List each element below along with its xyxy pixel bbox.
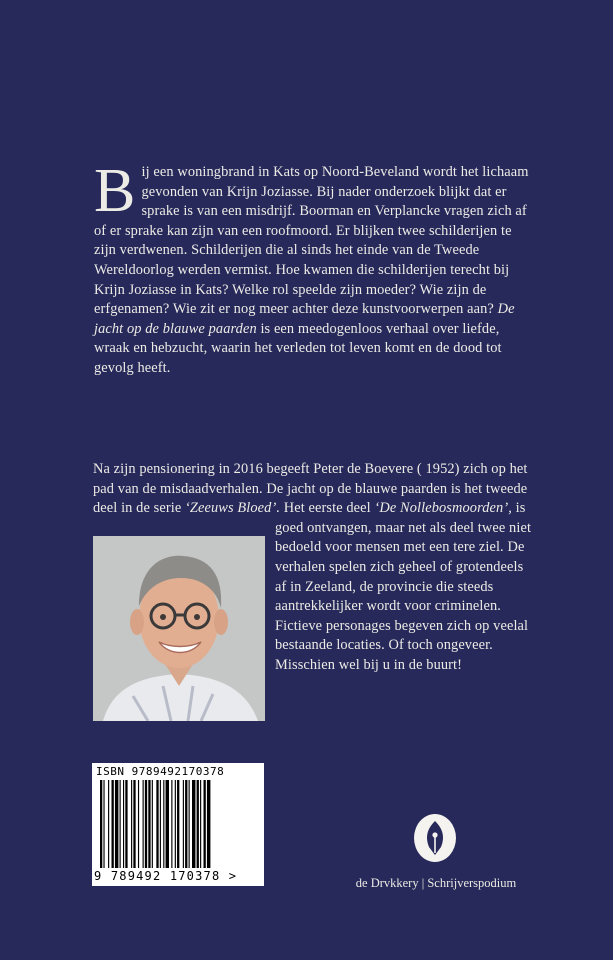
barcode-bar [175, 780, 176, 868]
isbn-label: ISBN 9789492170378 [96, 765, 225, 778]
barcode-bar [166, 780, 169, 868]
barcode-bar [163, 780, 164, 868]
barcode-bar [200, 780, 201, 868]
barcode-bar [204, 780, 206, 868]
barcode-bar [189, 780, 190, 868]
barcode-bar [100, 780, 102, 868]
first-book-title: ‘De Nollebosmoorden’, [374, 500, 512, 517]
barcode-bar [192, 780, 195, 868]
barcode-bar [115, 780, 118, 868]
publisher-name: de Drvkkery | Schrijverspodium [355, 876, 517, 890]
barcode-bar [120, 780, 121, 868]
barcode-bar [171, 780, 172, 868]
author-text-mid: Het eerste deel [283, 500, 371, 517]
author-text-intro: Na zijn pensionering in 2016 begeeft Peter de Boevere ( 1952) zich op het pad van de misdaadverhalen. De jacht op de blauwe paarden is het tweede deel in de serie [93, 461, 528, 517]
barcode-bar [133, 780, 135, 868]
author-photo [93, 536, 265, 721]
barcode-bar [143, 780, 144, 868]
barcode-bar [152, 780, 153, 868]
barcode-bar [123, 780, 124, 868]
drop-cap: B [94, 157, 136, 225]
book-title: De jacht op de blauwe paarden [94, 301, 515, 337]
synopsis-text: ij een woningbrand in Kats op Noord-Beveland wordt het lichaam gevonden van Krijn Joziasse. Bij nader onderzoek blijkt dat er sprake is van een misdrijf. Boorman en Verplancke vragen zich af of er sprake kan zijn van een roofmoord. Er blijken twee schilderijen te zijn verdwenen. Schilderijen die al sinds het einde van de Tweede Wereldoorlog werden vermist. Hoe kwamen die schilderijen terecht bij Krijn Joziasse in Kats? Welke rol speelde zijn moeder? Wie zijn de erfgenamen? Wie zit er nog meer achter deze kunstvoorwerpen aan? [94, 164, 529, 318]
author-paragraph [93, 460, 533, 721]
barcode-bar [183, 780, 184, 868]
barcode-bar [138, 780, 139, 868]
barcode-bar [197, 780, 199, 868]
barcode-bar [185, 780, 187, 868]
barcode-bar [131, 780, 132, 868]
barcode-bar [156, 780, 158, 868]
series-title: ‘Zeeuws Bloed’. [185, 500, 281, 517]
barcode-bar [148, 780, 150, 868]
barcode-bar [125, 780, 127, 868]
synopsis-text-end: is een meedogenloos verhaal over liefde, wraak en hebzucht, waarin het verleden tot leven komt en de dood tot gevolg heeft. [94, 320, 502, 376]
synopsis-paragraph [94, 157, 534, 379]
author-text-end: is goed ontvangen, maar net als deel twee niet bedoeld voor mensen met een tere ziel. De verhalen spelen zich geheel of grotendeels af in Zeeland, de provincie die steeds aantrekkelijker wordt voor criminelen. Fictieve personages begeven zich op veelal bestaande locaties. Of toch ongeveer. Misschien wel bij u in de buurt! [275, 500, 532, 673]
barcode-bars [100, 780, 256, 868]
barcode-bar [108, 780, 109, 868]
barcode-bar [103, 780, 104, 868]
barcode-bar [207, 780, 210, 868]
barcode-bar [112, 780, 114, 868]
barcode-bar [145, 780, 147, 868]
barcode-bar [177, 780, 179, 868]
barcode-bar [160, 780, 161, 868]
isbn-barcode [92, 763, 264, 886]
barcode-digits: 9 789492 170378 > [94, 869, 238, 883]
pen-nib-logo-icon [411, 813, 459, 863]
